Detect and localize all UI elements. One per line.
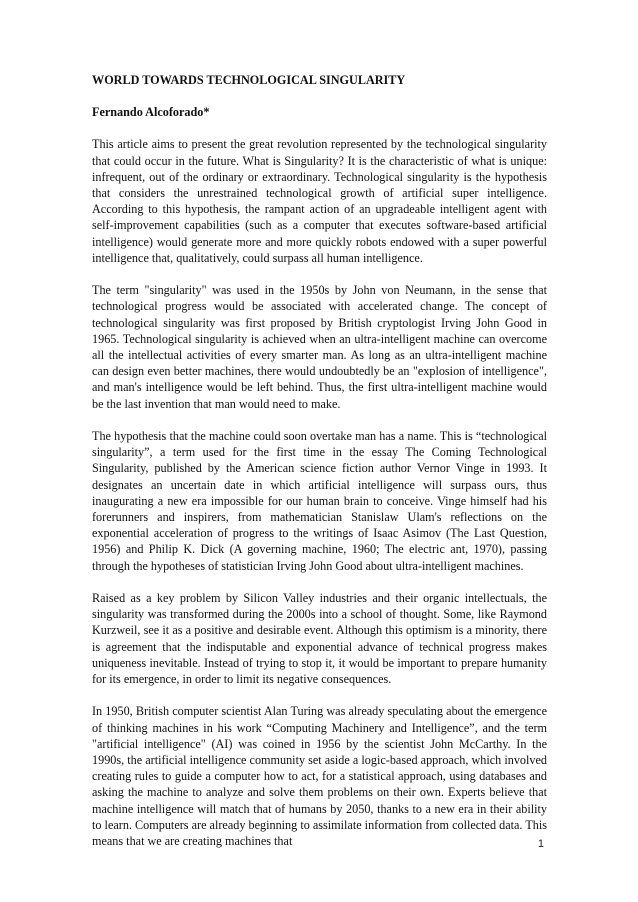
- document-title: WORLD TOWARDS TECHNOLOGICAL SINGULARITY: [92, 73, 406, 87]
- paragraph-silicon-valley: Raised as a key problem by Silicon Valley industries and their organic intellectuals, the singularity was transformed during the 2000s into a school of thought. Some, like Raymond Kurzweil, see it as a positive and desirable event. Although this optimism is a minority, there is agreement that the indisputable and exponential advance of technical progress makes uniqueness inevitable. Instead of trying to stop it, it would be important to prepare humanity for its emergence, in order to limit its negative consequences.: [92, 591, 547, 687]
- document-body: [92, 72, 547, 865]
- paragraph-term-singularity: The term "singularity" was used in the 1950s by John von Neumann, in the sense that technological progress would be associated with accelerated change. The concept of technological singularity was first proposed by British cryptologist Irving John Good in 1965. Technological singularity is achieved when an ultra-intelligent machine can overcome all the intellectual activities of every smarter man. As long as an ultra-intelligent machine can design even better machines, there would undoubtedly be an "explosion of intelligence", and man's intelligence would be left behind. Thus, the first ultra-intelligent machine would be the last invention that man would need to make.: [92, 283, 547, 411]
- page-number: 1: [537, 838, 544, 850]
- paragraph-hypothesis: The hypothesis that the machine could soon overtake man has a name. This is “technological singularity”, a term used for the first time in the essay The Coming Technological Singularity, published by the American science fiction author Vernor Vinge in 1993. It designates an uncertain date in which artificial intelligence will surpass ours, thus inaugurating a new era impossible for our human brain to conceive. Vinge himself had his forerunners and inspirers, from mathematician Stanislaw Ulam's reflections on the exponential acceleration of progress to the writings of Isaac Asimov (The Last Question, 1956) and Philip K. Dick (A governing machine, 1960; The electric ant, 1970), passing through the hypotheses of statistician Irving John Good about ultra-intelligent machines.: [92, 429, 547, 573]
- author-name: Fernando Alcoforado*: [92, 105, 210, 120]
- paragraph-intro: This article aims to present the great revolution represented by the technological singularity that could occur in the future. What is Singularity? It is the characteristic of what is unique: infrequent, out of the ordinary or extraordinary. Technological singularity is the hypothesis that considers the unrestrained technological growth of artificial super intelligence. According to this hypothesis, the rampant action of an upgradeable intelligent agent with self-improvement capabilities (such as a computer that executes software-based artificial intelligence) would generate more and more quickly robots endowed with a super powerful intelligence that, qualitatively, could surpass all human intelligence.: [92, 137, 547, 265]
- paragraph-turing: In 1950, British computer scientist Alan Turing was already speculating about the emergence of thinking machines in his work “Computing Machinery and Intelligence”, and the term "artificial intelligence" (AI) was coined in 1956 by the scientist John McCarthy. In the 1990s, the artificial intelligence community set aside a logic-based approach, which involved creating rules to guide a computer how to act, for a statistical approach, using databases and asking the machine to analyze and solve them problems on their own. Experts believe that machine intelligence will match that of humans by 2050, thanks to a new era in their ability to learn. Computers are already beginning to assimilate information from collected data. This means that we are creating machines that: [92, 704, 547, 849]
